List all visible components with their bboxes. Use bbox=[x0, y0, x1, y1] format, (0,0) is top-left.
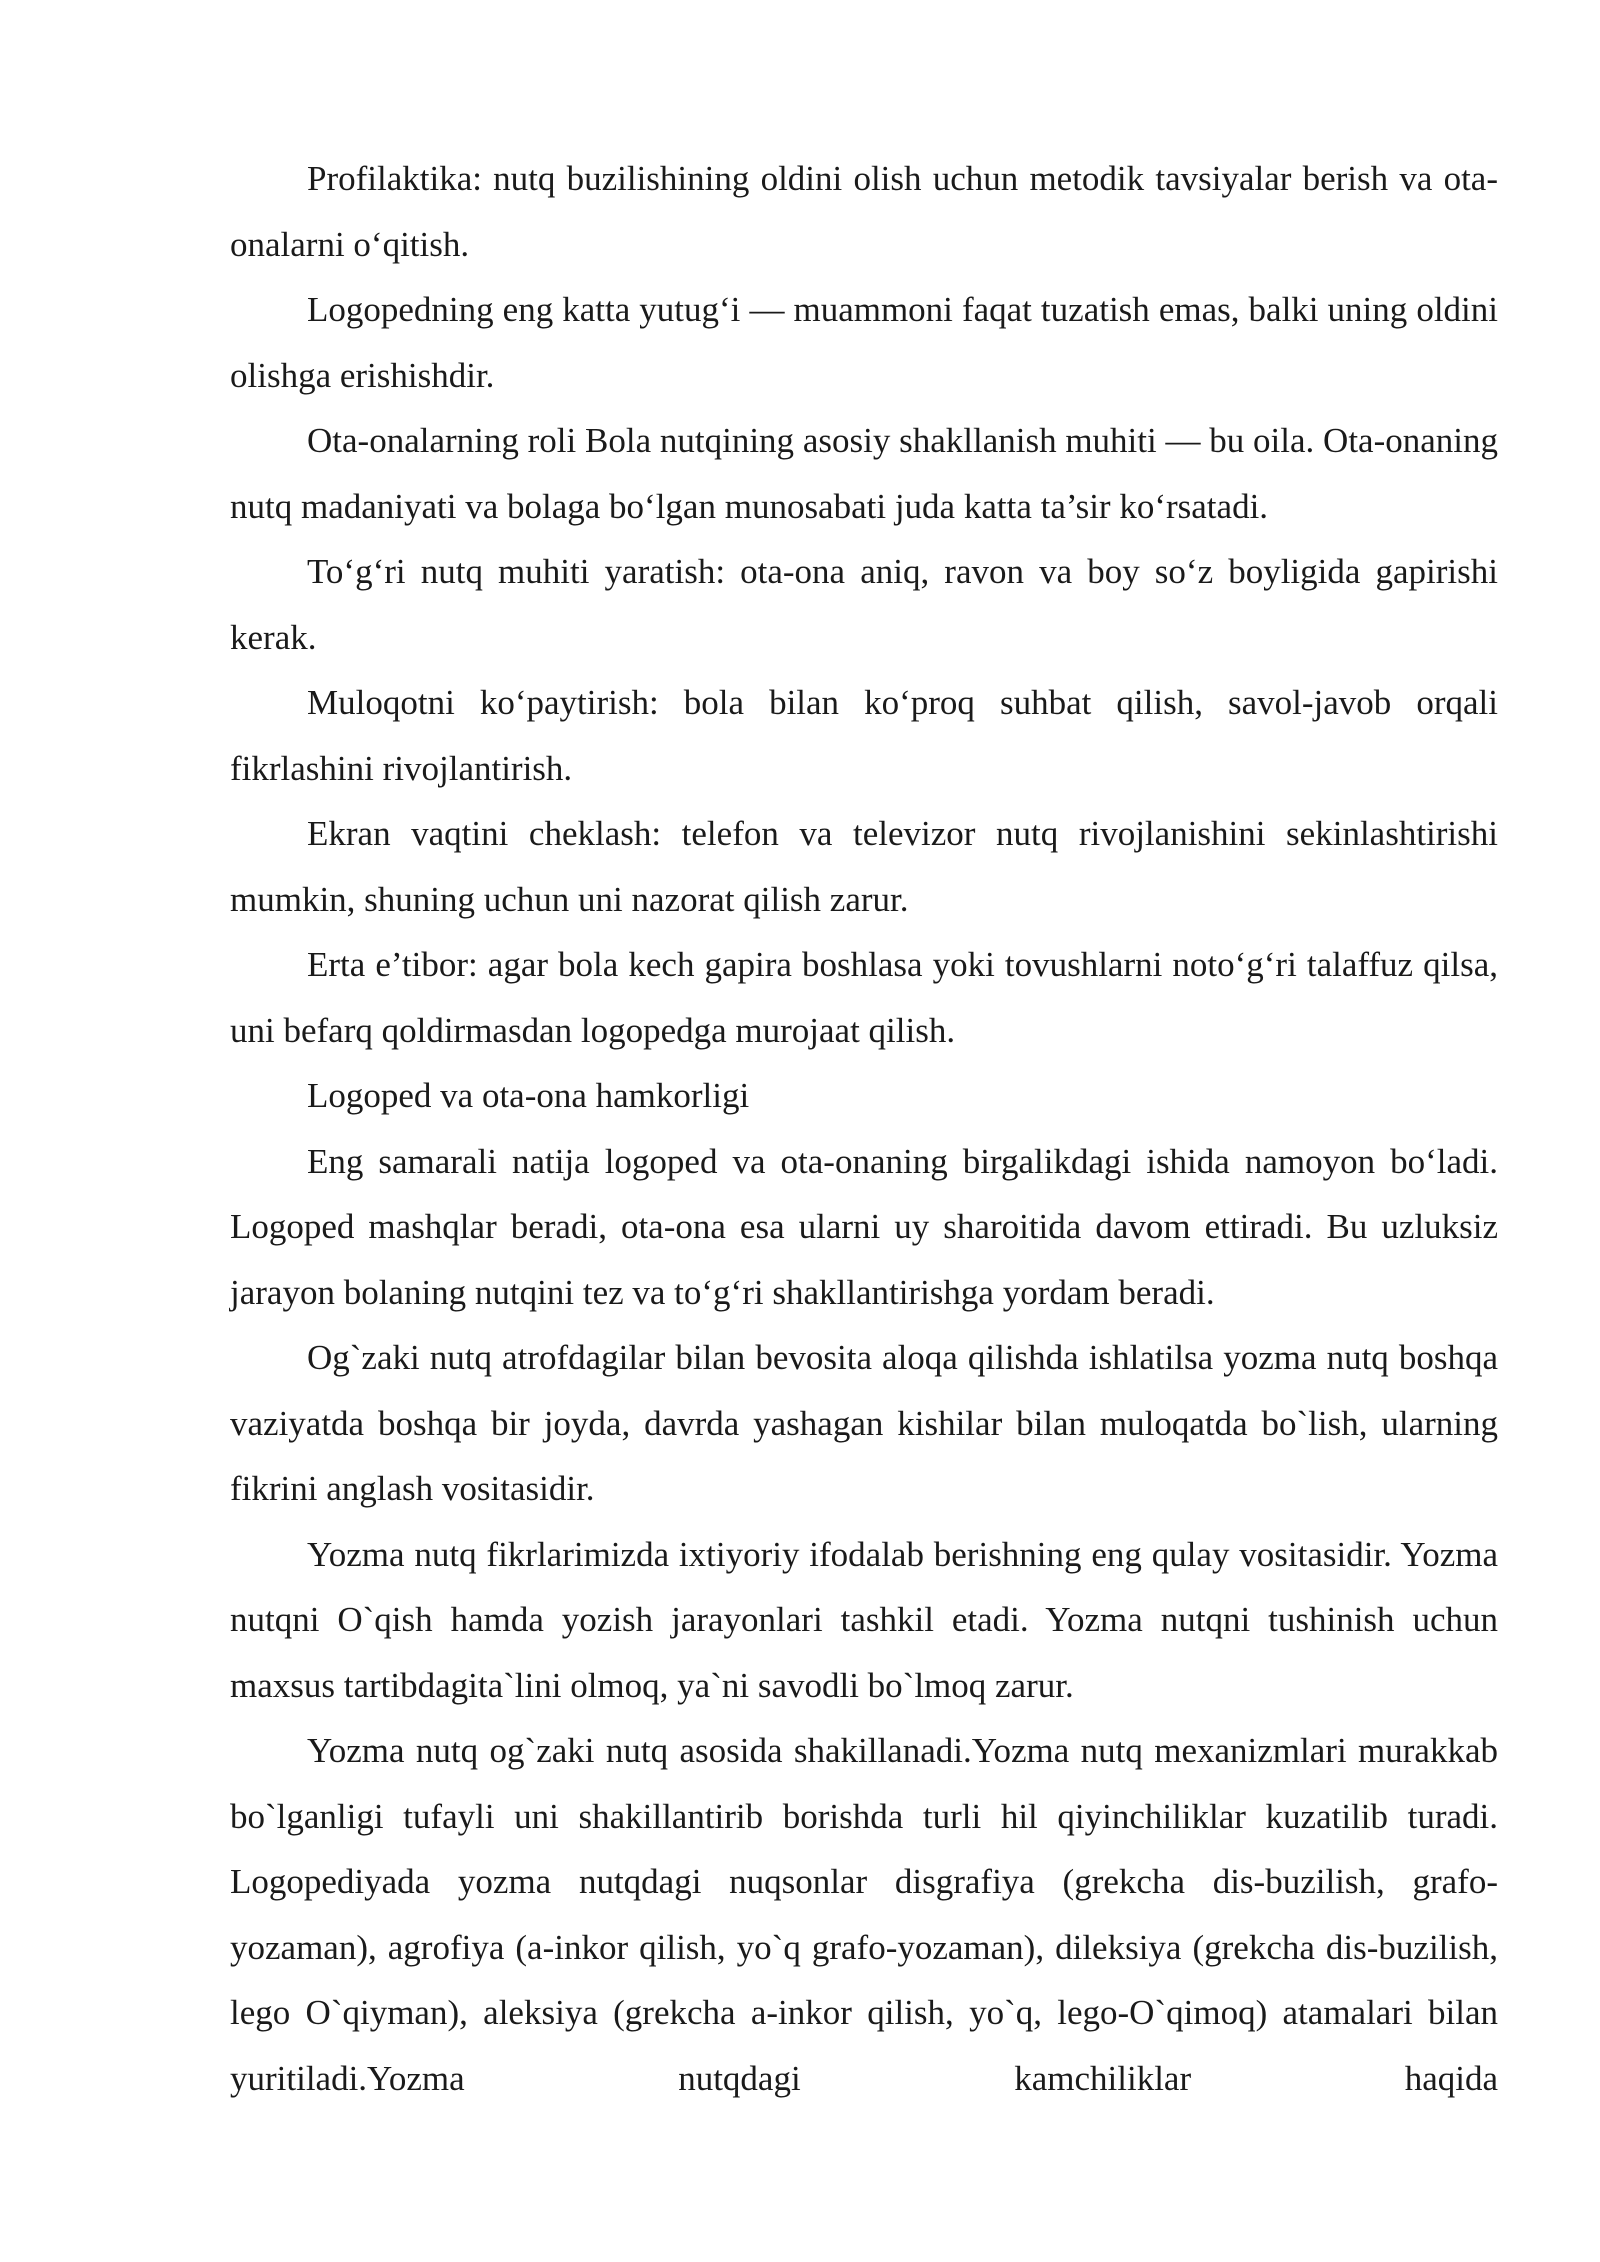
paragraph-muloqot: Muloqotni ko‘paytirish: bola bilan ko‘proq suhbat qilish, savol-javob orqali fikrlashini rivojlantirish. bbox=[230, 683, 1498, 788]
document-body bbox=[230, 146, 1498, 2111]
paragraph-erta-etibor: Erta e’tibor: agar bola kech gapira boshlasa yoki tovushlarni noto‘g‘ri talaffuz qilsa, uni befarq qoldirmasdan logopedga murojaat qilish. bbox=[230, 945, 1498, 1050]
paragraph-profilaktika: Profilaktika: nutq buzilishining oldini olish uchun metodik tavsiyalar berish va ota-onalarni o‘qitish. bbox=[230, 159, 1498, 264]
paragraph-logoped-yutugi: Logopedning eng katta yutug‘i — muammoni faqat tuzatish emas, balki uning oldini olishga erishishdir. bbox=[230, 290, 1498, 395]
paragraph-ota-onalar-roli: Ota-onalarning roli Bola nutqining asosiy shakllanish muhiti — bu oila. Ota-onaning nutq madaniyati va bolaga bo‘lgan munosabati juda katta ta’sir ko‘rsatadi. bbox=[230, 421, 1498, 526]
paragraph-ekran-vaqti: Ekran vaqtini cheklash: telefon va televizor nutq rivojlanishini sekinlashtirishi mumkin, shuning uchun uni nazorat qilish zarur. bbox=[230, 814, 1498, 919]
paragraph-yozma-nutq-vositasi: Yozma nutq fikrlarimizda ixtiyoriy ifodalab berishning eng qulay vositasidir. Yozma nutqni O`qish hamda yozish jarayonlari tashkil etadi. Yozma nutqni tushinish uchun maxsus tartibdagita`lini olmoq, ya`ni savodli bo`lmoq zarur. bbox=[230, 1534, 1498, 1705]
paragraph-ogzaki-nutq: Og`zaki nutq atrofdagilar bilan bevosita aloqa qilishda ishlatilsa yozma nutq boshqa vaziyatda boshqa bir joyda, davrda yashagan kishilar bilan muloqatda bo`lish, ularning fikrini anglash vositasidir. bbox=[230, 1338, 1498, 1508]
section-heading-hamkorlik: Logoped va ota-ona hamkorligi bbox=[307, 1076, 750, 1115]
paragraph-togri-nutq-muhiti: To‘g‘ri nutq muhiti yaratish: ota-ona aniq, ravon va boy so‘z boyligida gapirishi kerak. bbox=[230, 552, 1498, 657]
paragraph-yozma-nutq-shakllanishi: Yozma nutq og`zaki nutq asosida shakillanadi.Yozma nutq mexanizmlari murakkab bo`lganligi tufayli uni shakillantirib borishda turli hil qiyinchiliklar kuzatilib turadi. Logopediyada yozma nutqdagi nuqsonlar disgrafiya (grekcha dis-buzilish, grafo-yozaman), agrofiya (a-inkor qilish, yo`q grafo-yozaman), dileksiya (grekcha dis-buzilish, lego O`qiyman), aleksiya (grekcha a-inkor qilish, yo`q, lego-O`qimoq) atamalari bilan yuritiladi.Yozma nutqdagi kamchiliklar haqida bbox=[230, 1731, 1498, 2098]
paragraph-samarali-natija: Eng samarali natija logoped va ota-onaning birgalikdagi ishida namoyon bo‘ladi. Logoped mashqlar beradi, ota-ona esa ularni uy sharoitida davom ettiradi. Bu uzluksiz jarayon bolaning nutqini tez va to‘g‘ri shakllantirishga yordam beradi. bbox=[230, 1141, 1498, 1312]
